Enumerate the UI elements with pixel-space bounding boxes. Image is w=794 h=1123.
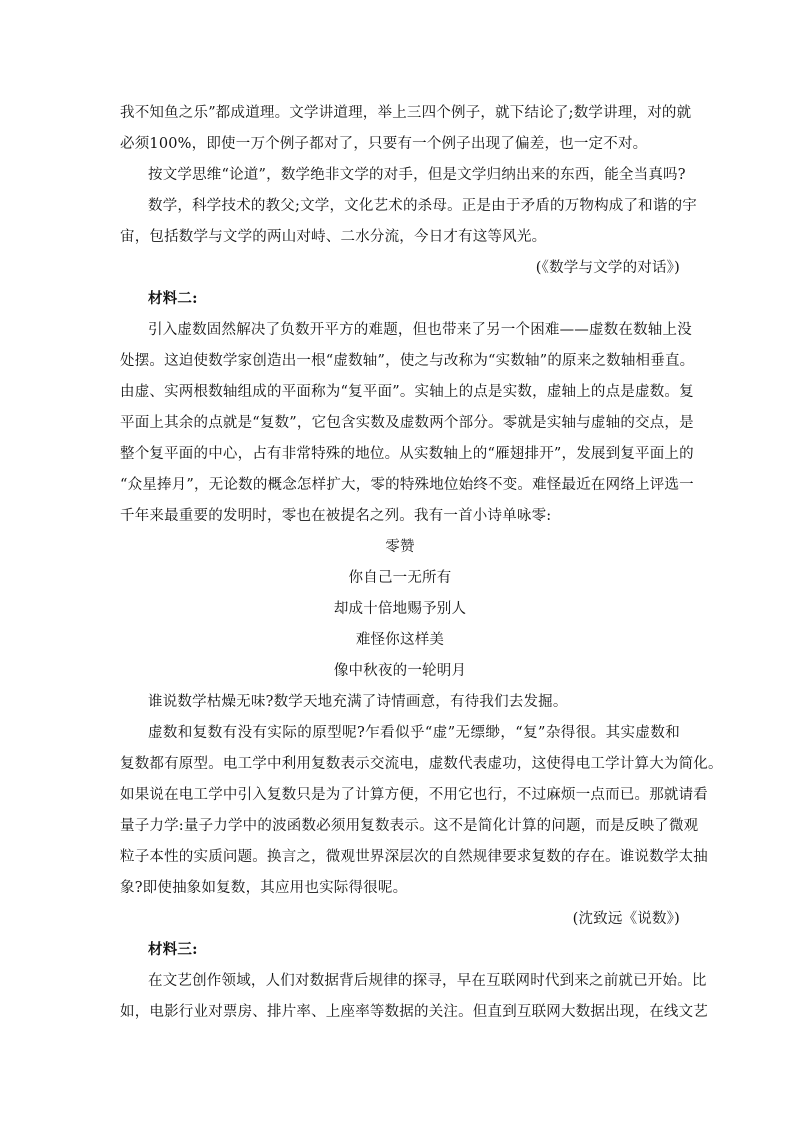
poem-line: 难怪你这样美 bbox=[355, 632, 445, 648]
text-line: 数学，科学技术的教父;文学，文化艺术的杀母。正是由于矛盾的万物构成了和谐的宇 bbox=[148, 198, 697, 214]
text-line: 粒子本性的实质问题。换言之，微观世界深层次的自然规律要求复数的存在。谁说数学太抽 bbox=[120, 849, 708, 865]
section-heading: 材料二: bbox=[148, 290, 198, 307]
text-line: 平面上其余的点就是“复数”，它包含实数及虚数两个部分。零就是实轴与虚轴的交点，是 bbox=[120, 415, 694, 431]
text-line: 量子力学:量子力学中的波函数必须用复数表示。这不是简化计算的问题，而是反映了微观 bbox=[120, 818, 699, 834]
text-line: 整个复平面的中心，占有非常特殊的地位。从实数轴上的“雁翅排开”，发展到复平面上的 bbox=[120, 446, 694, 462]
text-line: 由虚、实两根数轴组成的平面称为“复平面”。实轴上的点是实数，虚轴上的点是虚数。复 bbox=[120, 384, 694, 400]
text-line: 必须100%，即使一万个例子都对了，只要有一个例子出现了偏差，也一定不对。 bbox=[120, 136, 648, 152]
text-line: 在文艺创作领域，人们对数据背后规律的探寻，早在互联网时代到来之前就已开始。比 bbox=[148, 973, 707, 989]
text-line: “众星捧月”，无论数的概念怎样扩大，零的特殊地位始终不变。难怪最近在网络上评选一 bbox=[120, 477, 694, 493]
text-line: 如，电影行业对票房、排片率、上座率等数据的关注。但直到互联网大数据出现，在线文艺 bbox=[120, 1004, 708, 1020]
text-line: 复数都有原型。电工学中利用复数表示交流电，虚数代表虚功，这使得电工学计算大为简化。 bbox=[120, 756, 723, 772]
text-line: 如果说在电工学中引入复数只是为了计算方便，不用它也行，不过麻烦一点而已。那就请看 bbox=[120, 787, 708, 803]
text-line: 引入虚数固然解决了负数开平方的难题，但也带来了另一个困难——虚数在数轴上没 bbox=[148, 322, 692, 338]
poem-line: 像中秋夜的一轮明月 bbox=[333, 663, 467, 679]
citation: (沈致远《说数》) bbox=[572, 911, 680, 927]
text-line: 谁说数学枯燥无味?数学天地充满了诗情画意，有待我们去发掘。 bbox=[148, 694, 568, 710]
poem-title: 零赞 bbox=[385, 539, 415, 555]
text-line: 虚数和复数有没有实际的原型呢?乍看似乎“虚”无缥缈，“复”杂得很。其实虚数和 bbox=[148, 725, 680, 741]
text-line: 按文学思维“论道”，数学绝非文学的对手，但是文学归纳出来的东西，能全当真吗? bbox=[148, 167, 686, 183]
poem-line: 却成十倍地赐予别人 bbox=[333, 601, 467, 617]
text-line: 象?即使抽象如复数，其应用也实际得很呢。 bbox=[120, 880, 408, 896]
section-heading: 材料三: bbox=[148, 941, 198, 958]
text-line: 处摆。这迫使数学家创造出一根“虚数轴”，使之与改称为“实数轴”的原来之数轴相垂直。 bbox=[120, 353, 695, 369]
text-line: 宙，包括数学与文学的两山对峙、二水分流，今日才有这等风光。 bbox=[120, 229, 547, 245]
citation: (《数学与文学的对话》) bbox=[535, 260, 680, 276]
text-line: 我不知鱼之乐”都成道理。文学讲道理，举上三四个例子，就下结论了;数学讲理，对的就 bbox=[120, 105, 692, 121]
poem-line: 你自己一无所有 bbox=[348, 570, 452, 586]
text-line: 千年来最重要的发明时，零也在被提名之列。我有一首小诗单咏零: bbox=[120, 508, 552, 524]
